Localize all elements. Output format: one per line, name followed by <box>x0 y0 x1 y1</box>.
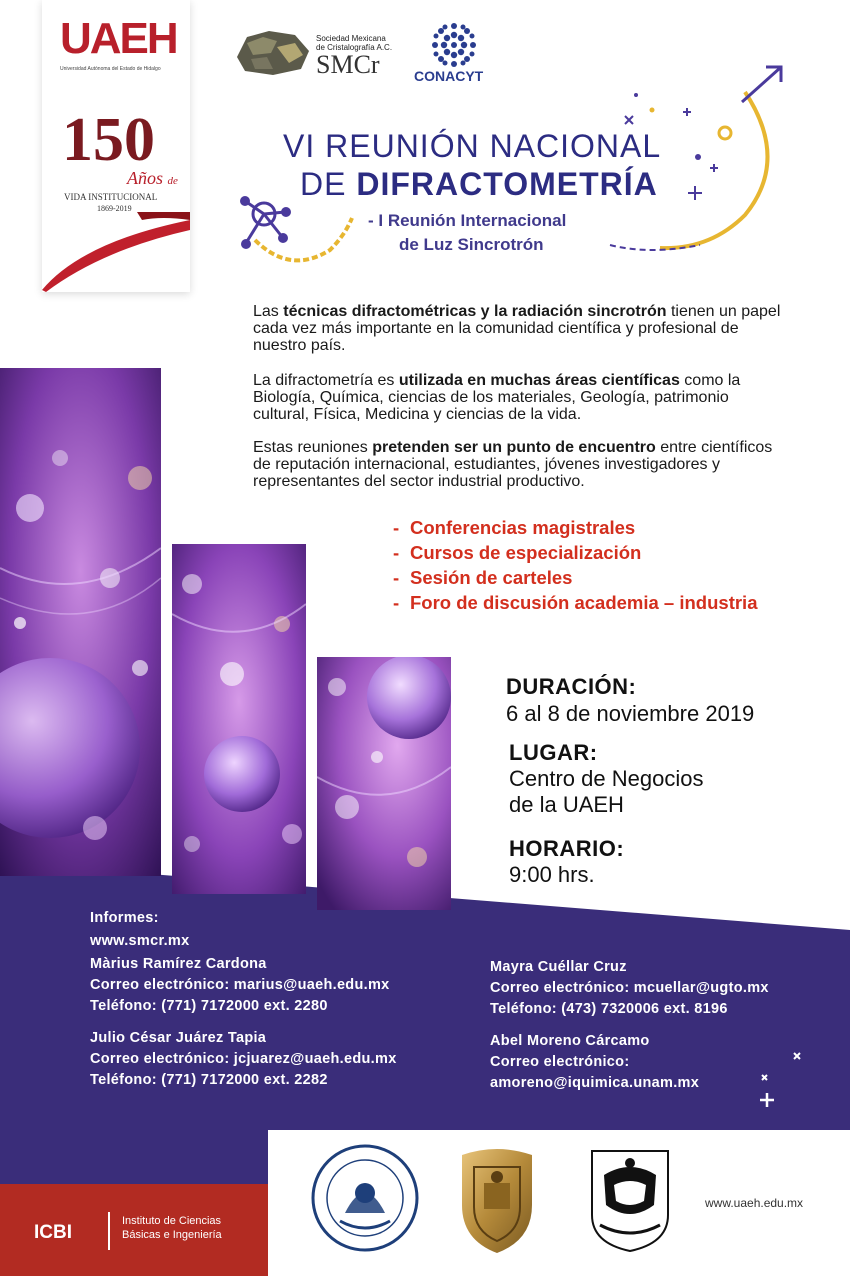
buap-seal-icon <box>310 1143 420 1253</box>
icbi-full-name: Instituto de Ciencias Básicas e Ingeniería <box>122 1215 222 1241</box>
lugar-value-2: de la UAEH <box>509 792 624 817</box>
unam-crest-icon <box>584 1145 676 1253</box>
smcr-name: Sociedad Mexicana de Cristalografía A.C. <box>316 34 393 52</box>
bokeh-image-panel-3 <box>317 657 451 910</box>
list-item: - Conferencias magistrales <box>393 517 636 538</box>
lugar-value-1: Centro de Negocios <box>509 766 704 791</box>
paragraph-2: La difractometría es utilizada en muchas áreas científicas como la Biología, Química, ciencias de los materiales, Geología, patrimonio cultural, Física, Medicina y ciencias de la vida. <box>253 372 741 423</box>
smcr-logo-text: SMCr <box>316 50 380 79</box>
anniversary-word: Años de <box>127 168 178 188</box>
title-line-2: DE DIFRACTOMETRÍA <box>300 166 658 202</box>
website-link[interactable]: www.smcr.mx <box>90 933 190 949</box>
uaeh-subtitle: Universidad Autónoma del Estado de Hidalgo <box>60 66 161 72</box>
list-item: - Foro de discusión academia – industria <box>393 592 758 613</box>
contact-phone: Teléfono: (771) 7172000 ext. 2280 <box>90 998 328 1014</box>
anniversary-vida: VIDA INSTITUCIONAL <box>64 192 158 202</box>
title-line-1: VI REUNIÓN NACIONAL <box>283 128 662 164</box>
contact-email-label: Correo electrónico: <box>490 1054 630 1070</box>
horario-label: HORARIO: <box>509 836 625 861</box>
ugto-shield-icon <box>452 1145 542 1255</box>
horario-value: 9:00 hrs. <box>509 862 595 887</box>
uaeh-logo: UAEH <box>60 14 177 63</box>
icbi-label: ICBI <box>34 1222 72 1243</box>
icbi-separator <box>108 1212 110 1250</box>
contact-email[interactable]: amoreno@iquimica.unam.mx <box>490 1075 700 1091</box>
lugar-label: LUGAR: <box>509 740 598 765</box>
contacts-left <box>90 908 397 1091</box>
title-line-3: - I Reunión Internacional <box>368 211 567 230</box>
contact-email[interactable]: Correo electrónico: marius@uaeh.edu.mx <box>90 977 390 993</box>
cross-icon <box>762 1075 767 1080</box>
cross-icon <box>794 1053 800 1059</box>
plus-icon <box>760 1093 774 1107</box>
paragraph-3: Estas reuniones pretenden ser un punto de encuentro entre científicos de reputación internacional, estudiantes, jóvenes investigadores y representantes del sector industrial productivo. <box>253 439 773 490</box>
sparkle-decoration <box>750 1045 810 1115</box>
paragraph-1: Las técnicas difractométricas y la radiación sincrotrón tienen un papel cada vez más importante en la comunidad científica y profesional de nuestro país. <box>253 303 781 354</box>
uaeh-website[interactable]: www.uaeh.edu.mx <box>705 1196 804 1210</box>
bokeh-image-panel-1 <box>0 368 161 876</box>
informes-label: Informes: <box>90 910 159 926</box>
contact-name: Julio César Juárez Tapia <box>90 1030 267 1046</box>
duracion-label: DURACIÓN: <box>506 674 637 699</box>
contact-name: Mayra Cuéllar Cruz <box>490 959 627 975</box>
bokeh-image-panel-2 <box>172 544 306 894</box>
contact-phone: Teléfono: (771) 7172000 ext. 2282 <box>90 1072 328 1088</box>
conacyt-label: CONACYT <box>414 68 484 84</box>
title-line-4: de Luz Sincrotrón <box>399 235 544 254</box>
duracion-value: 6 al 8 de noviembre 2019 <box>506 701 755 726</box>
contact-name: Abel Moreno Cárcamo <box>490 1033 650 1049</box>
contacts-right <box>490 957 769 1094</box>
list-item: - Sesión de carteles <box>393 567 573 588</box>
contact-email[interactable]: Correo electrónico: mcuellar@ugto.mx <box>490 980 769 996</box>
anniversary-number: 150 <box>62 106 155 174</box>
contact-email[interactable]: Correo electrónico: jcjuarez@uaeh.edu.mx <box>90 1051 397 1067</box>
list-item: - Cursos de especialización <box>393 542 642 563</box>
contact-phone: Teléfono: (473) 7320006 ext. 8196 <box>490 1001 728 1017</box>
anniversary-years: 1869-2019 <box>97 204 132 213</box>
contact-name: Màrius Ramírez Cardona <box>90 956 267 972</box>
